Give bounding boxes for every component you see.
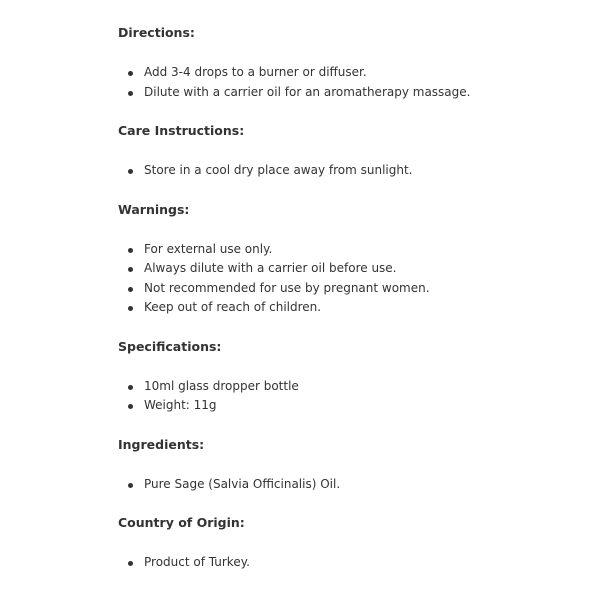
section-heading: Ingredients: bbox=[118, 436, 205, 452]
section-warnings bbox=[118, 201, 588, 318]
bullet-icon bbox=[128, 91, 133, 96]
list-item bbox=[127, 63, 588, 83]
list-item-text: Store in a cool dry place away from sunlight. bbox=[144, 163, 413, 177]
product-details bbox=[118, 24, 588, 573]
list-item-text: For external use only. bbox=[144, 241, 273, 256]
bullet-list bbox=[118, 553, 588, 573]
list-item-text: Pure Sage (Salvia Officinalis) Oil. bbox=[144, 476, 341, 491]
section-care-instructions bbox=[118, 122, 588, 181]
bullet-icon bbox=[128, 287, 133, 292]
bullet-icon bbox=[128, 267, 133, 272]
section-heading: Specifications: bbox=[118, 338, 222, 354]
list-item bbox=[127, 298, 588, 318]
section-heading: Warnings: bbox=[118, 201, 190, 217]
list-item bbox=[127, 259, 588, 279]
bullet-list bbox=[118, 475, 588, 495]
list-item bbox=[127, 279, 588, 299]
list-item-text: Add 3-4 drops to a burner or diffuser. bbox=[144, 65, 367, 79]
list-item bbox=[127, 161, 588, 181]
section-directions bbox=[118, 24, 588, 102]
section-heading: Care Instructions: bbox=[118, 123, 245, 138]
bullet-list bbox=[118, 377, 588, 416]
list-item-text: 10ml glass dropper bottle bbox=[144, 378, 299, 393]
list-item-text: Weight: 11g bbox=[144, 398, 217, 412]
bullet-list bbox=[118, 63, 588, 102]
bullet-list bbox=[118, 240, 588, 318]
list-item-text: Dilute with a carrier oil for an aromatherapy massage. bbox=[144, 84, 471, 99]
list-item-text: Not recommended for use by pregnant women. bbox=[144, 280, 430, 295]
list-item bbox=[127, 83, 588, 103]
section-ingredients bbox=[118, 436, 588, 495]
list-item-text: Product of Turkey. bbox=[144, 555, 250, 569]
list-item bbox=[127, 553, 588, 573]
list-item-text: Always dilute with a carrier oil before use. bbox=[144, 261, 397, 275]
section-heading: Country of Origin: bbox=[118, 515, 245, 530]
bullet-icon bbox=[128, 561, 133, 566]
bullet-icon bbox=[128, 404, 133, 409]
bullet-icon bbox=[128, 169, 133, 174]
list-item bbox=[127, 377, 588, 397]
bullet-icon bbox=[128, 71, 133, 76]
bullet-icon bbox=[128, 483, 133, 488]
bullet-icon bbox=[128, 306, 133, 311]
list-item bbox=[127, 396, 588, 416]
bullet-list bbox=[118, 161, 588, 181]
section-country-of-origin bbox=[118, 514, 588, 573]
bullet-icon bbox=[128, 385, 133, 390]
section-heading: Directions: bbox=[118, 25, 195, 40]
list-item bbox=[127, 475, 588, 495]
bullet-icon bbox=[128, 248, 133, 253]
list-item-text: Keep out of reach of children. bbox=[144, 300, 322, 314]
section-specifications bbox=[118, 338, 588, 416]
list-item bbox=[127, 240, 588, 260]
